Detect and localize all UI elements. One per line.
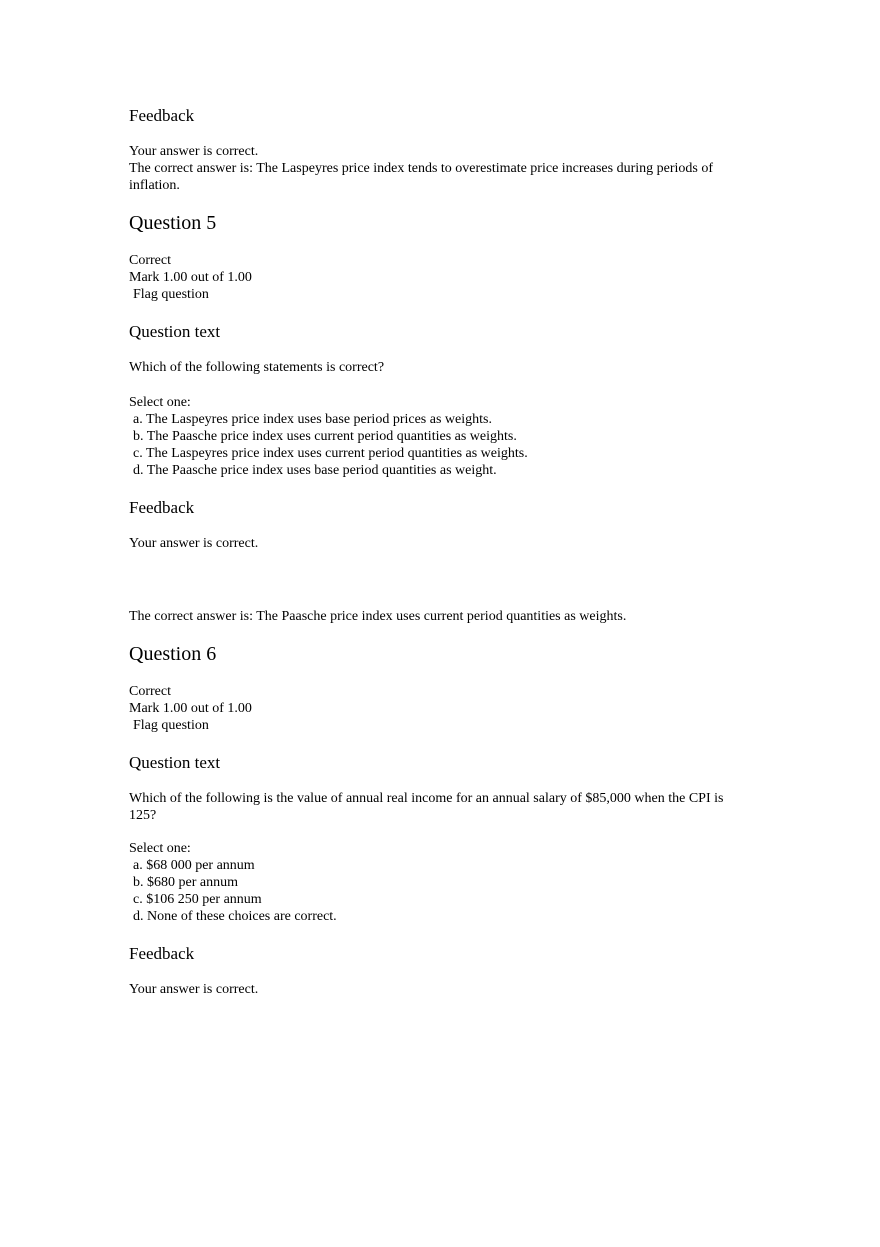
quiz-review-page bbox=[129, 105, 749, 998]
question-6-title: Question 6 bbox=[129, 643, 217, 665]
option-c[interactable]: c. $106 250 per annum bbox=[133, 892, 262, 907]
feedback-correct-text: Your answer is correct. bbox=[129, 144, 259, 159]
option-a[interactable]: a. The Laspeyres price index uses base period prices as weights. bbox=[133, 412, 492, 427]
question-text-heading: Question text bbox=[129, 753, 221, 772]
select-one-label: Select one: bbox=[129, 841, 191, 856]
question-6-prompt: Which of the following is the value of annual real income for an annual salary of $85,000 when the CPI is 125? bbox=[129, 791, 724, 823]
option-d[interactable]: d. None of these choices are correct. bbox=[133, 909, 337, 924]
option-b[interactable]: b. The Paasche price index uses current period quantities as weights. bbox=[133, 429, 517, 444]
question-5-title: Question 5 bbox=[129, 212, 217, 234]
feedback-correct-text: Your answer is correct. bbox=[129, 982, 259, 997]
feedback-correct-text: Your answer is correct. bbox=[129, 536, 259, 551]
feedback-heading: Feedback bbox=[129, 498, 195, 517]
option-a[interactable]: a. $68 000 per annum bbox=[133, 858, 255, 873]
correct-answer-text: The correct answer is: The Paasche price index uses current period quantities as weights. bbox=[129, 609, 627, 624]
correct-answer-text: The correct answer is: The Laspeyres price index tends to overestimate price increases during periods of inflation. bbox=[129, 161, 714, 193]
question-5-status: Correct bbox=[129, 253, 171, 268]
flag-question-link[interactable]: Flag question bbox=[133, 718, 209, 733]
option-d[interactable]: d. The Paasche price index uses base period quantities as weight. bbox=[133, 463, 497, 478]
question-text-heading: Question text bbox=[129, 322, 221, 341]
feedback-heading: Feedback bbox=[129, 944, 195, 963]
option-c[interactable]: c. The Laspeyres price index uses current period quantities as weights. bbox=[133, 446, 528, 461]
option-b[interactable]: b. $680 per annum bbox=[133, 875, 238, 890]
feedback-heading: Feedback bbox=[129, 106, 195, 125]
select-one-label: Select one: bbox=[129, 395, 191, 410]
flag-question-link[interactable]: Flag question bbox=[133, 287, 209, 302]
question-6-status: Correct bbox=[129, 684, 171, 699]
question-6-mark: Mark 1.00 out of 1.00 bbox=[129, 701, 252, 716]
question-5-mark: Mark 1.00 out of 1.00 bbox=[129, 270, 252, 285]
question-5-prompt: Which of the following statements is correct? bbox=[129, 360, 385, 375]
